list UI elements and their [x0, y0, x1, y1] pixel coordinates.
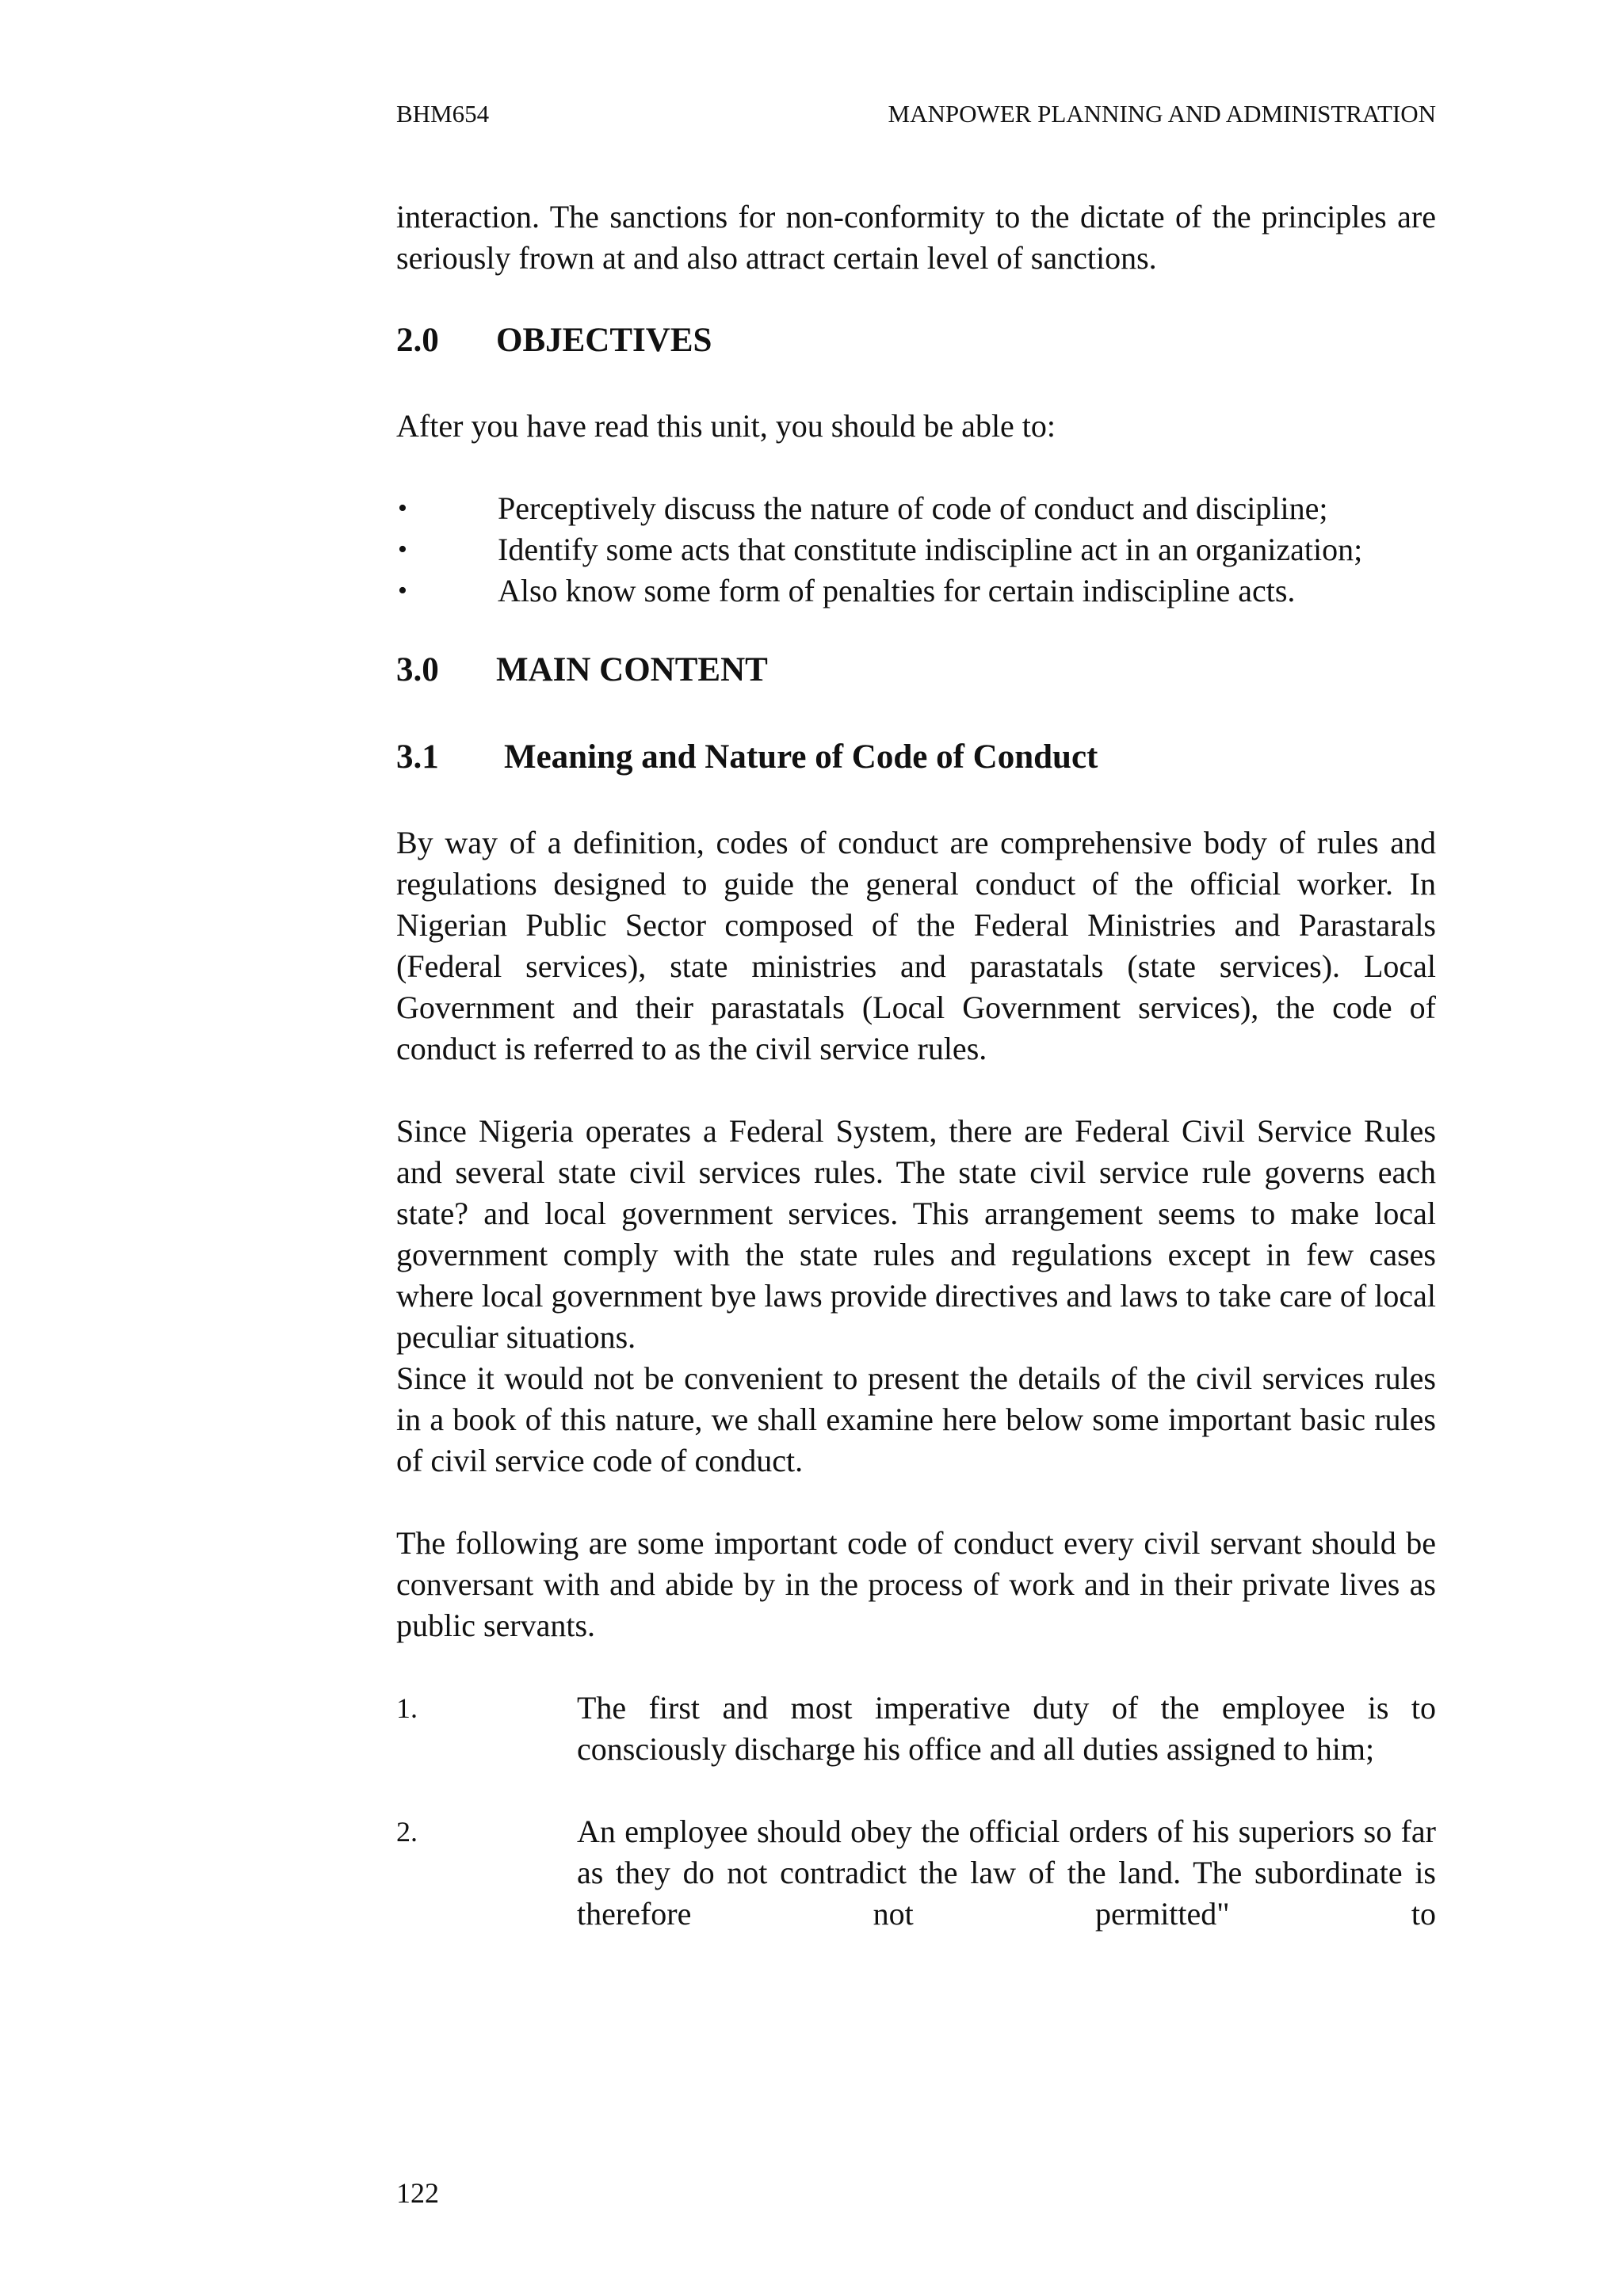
item-number: 1. [396, 1692, 418, 1724]
code-of-conduct-intro-paragraph: The following are some important code of conduct every civil servant should be conversant with and abide by in the process of work and in their private lives as public servants. [396, 1525, 1436, 1643]
objectives-title: OBJECTIVES [496, 322, 712, 359]
page-number: 122 [396, 2177, 439, 2209]
objectives-heading [396, 318, 1436, 363]
intro-paragraph: interaction. The sanctions for non-conformity to the dictate of the principles are seriously frown at and also attract certain level of sanctions. [396, 199, 1436, 276]
bullet-icon: • [398, 576, 407, 605]
list-item [396, 1811, 1436, 1935]
objective-text: Identify some acts that constitute indiscipline act in an organization; [498, 532, 1363, 567]
section-3-1-number: 3.1 [396, 738, 439, 776]
definition-paragraph: By way of a definition, codes of conduct are comprehensive body of rules and regulations designed to guide the general conduct of the official worker. In Nigerian Public Sector composed of the Federal Ministries and Parastarals (Federal services), state ministries and parastatals (state services). Local Government and their parastatals (Local Government services), the code of conduct is referred to as the civil service rules. [396, 825, 1436, 1066]
objectives-list [396, 488, 1436, 612]
section-3-1-title: Meaning and Nature of Code of Conduct [504, 738, 1098, 776]
code-of-conduct-list [396, 1688, 1436, 1935]
page-body [396, 196, 1436, 1935]
objectives-lead: After you have read this unit, you should be able to: [396, 408, 1056, 444]
item-number: 2. [396, 1816, 418, 1848]
item-text: An employee should obey the official orders of his superiors so far as they do not contradict the law of the land. The subordinate is therefore not permitted" to [577, 1814, 1436, 1932]
objective-text: Perceptively discuss the nature of code of conduct and discipline; [498, 490, 1328, 526]
list-item [396, 1688, 1436, 1770]
main-content-title: MAIN CONTENT [496, 651, 768, 688]
list-item [396, 488, 1436, 529]
bullet-icon: • [398, 535, 407, 564]
federal-system-paragraph: Since Nigeria operates a Federal System, there are Federal Civil Service Rules and several state civil services rules. The state civil service rule governs each state? and local government services. This arrangement seems to make local government comply with the state rules and regulations except in few cases where local government bye laws provide directives and laws to take care of local peculiar situations. [396, 1113, 1436, 1355]
item-text: The first and most imperative duty of the employee is to consciously discharge his office and all duties assigned to him; [577, 1690, 1436, 1767]
course-code: BHM654 [396, 100, 490, 128]
running-header [396, 98, 1436, 130]
list-item [396, 570, 1436, 612]
list-item [396, 529, 1436, 570]
main-content-number: 3.0 [396, 651, 439, 688]
main-content-heading [396, 648, 1436, 692]
civil-service-rules-paragraph: Since it would not be convenient to present the details of the civil services rules in a book of this nature, we shall examine here below some important basic rules of civil service code of conduct. [396, 1360, 1436, 1478]
course-title: MANPOWER PLANNING AND ADMINISTRATION [888, 100, 1436, 128]
objectives-number: 2.0 [396, 322, 439, 359]
objective-text: Also know some form of penalties for certain indiscipline acts. [498, 573, 1296, 608]
section-3-1-heading [396, 735, 1436, 780]
bullet-icon: • [398, 494, 407, 523]
